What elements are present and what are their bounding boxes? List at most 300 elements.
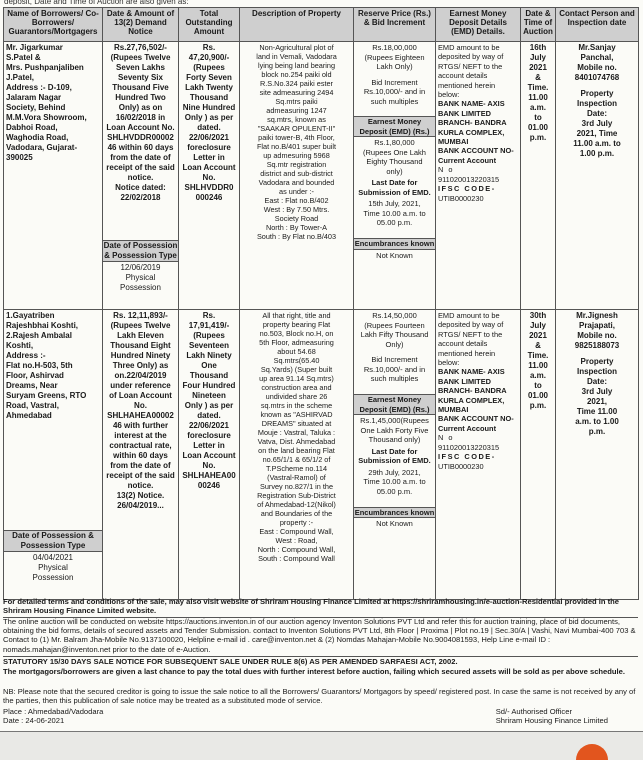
bank-name: BANK NAME- AXIS BANK LIMITED xyxy=(438,99,505,118)
text-line: Thousand Five xyxy=(112,83,169,92)
text-line: of Loan Account xyxy=(109,391,172,400)
text-line: All that right, title and xyxy=(262,311,331,320)
statutory-title: STATUTORY 15/30 DAYS SALE NOTICE FOR SUBSEQUENT SALE UNDER RULE 8(6) AS PER AMENDED SARFAESI ACT, 2002. xyxy=(3,657,458,666)
text-line: One xyxy=(201,361,217,370)
text-line: Thousand xyxy=(189,93,229,102)
text-line: Eighty Thousand xyxy=(366,157,423,166)
text-block xyxy=(6,43,100,163)
text-line: Three Only) as xyxy=(112,361,169,370)
signatory: Sd/- Authorised Officer xyxy=(495,707,572,716)
text-line: block no.254 paiki old xyxy=(261,70,332,79)
text-line: interest at the xyxy=(114,431,167,440)
possession-label: Date of Possession & Possession Type xyxy=(103,241,178,260)
text-line: J.Patel, xyxy=(6,73,35,82)
text-line: 9825188073 xyxy=(574,341,620,350)
text-line: Possession xyxy=(120,283,161,292)
text-line: & xyxy=(535,341,541,350)
text-line: Time 10.00 a.m. to xyxy=(363,208,426,218)
text-line: 22/06/2021 xyxy=(188,421,230,430)
text-line: of Ahmedabad-12(Nikol) xyxy=(257,500,336,509)
text-line: mentioned herein xyxy=(438,348,496,358)
online-auction-note: The online auction will be conducted on website https://auctions.inventon.in of our auction agency Inventon Solutions PVT Ltd and refer this for auction training, place of bid documents, obtaining the bid forms, details of secured assets and Tender Submission. contact to Inventon Solutions PVT Ltd, 8th Floor | Proxima | Plot no.19 | Sec.30/A | Vashi, Navi Mumbai-400 703 & Contact to (1) Mr. Balram Jha-Mobile No.9137100020, Helpline e-mail id . care@inventon.net & (2) Nomdas Mahajan-Mobile No.9004081593, Help Line e-mail ID : nomads.mahajan@inventon.net prior to the date of e-Auction. xyxy=(3,617,638,657)
text-line: foreclosure xyxy=(187,431,231,440)
text-line: account details xyxy=(438,339,488,349)
text-line: Sq.mtr registration xyxy=(266,160,327,169)
contact-cell xyxy=(556,310,639,600)
text-line: East : Flat no.B/402 xyxy=(264,196,329,205)
text-line: (Rupees One Lakh xyxy=(363,147,426,157)
text-line: 26/04/2019... xyxy=(117,501,164,510)
text-block xyxy=(523,43,553,143)
text-line: up admesuring 5968 xyxy=(263,151,330,160)
text-line: 2021 xyxy=(529,63,547,72)
text-line: West : Road, xyxy=(275,536,318,545)
text-line: paiki tower-B, 4th Floor, xyxy=(258,133,335,142)
text-line: Mrs. Pushpanjaliben xyxy=(6,63,84,72)
header-description: Description of Property xyxy=(240,8,354,42)
text-line: Forty Seven xyxy=(186,73,232,82)
text-line: 47,20,900/- xyxy=(188,53,230,62)
text-line: EMD amount to be xyxy=(438,43,500,52)
text-line: Rs.27,76,502/- xyxy=(114,43,167,52)
text-line: July xyxy=(529,321,546,330)
text-line: property bearing Flat xyxy=(262,320,331,329)
text-line: Address :- xyxy=(6,351,46,360)
text-line: Address :- D-109, xyxy=(6,83,72,92)
text-line: Panchal, xyxy=(580,53,614,62)
text-line: p.m. xyxy=(529,133,547,142)
header-borrowers: Name of Borrowers/ Co-Borrowers/ Guarantors/Mortgagers xyxy=(4,8,103,42)
text-line: and Boundaries of the xyxy=(260,509,333,518)
text-line: 2021, Time xyxy=(576,129,618,138)
text-line: Registration Sub-District xyxy=(257,491,336,500)
text-line: 01.00 xyxy=(527,123,549,132)
text-line: undivided share 26 xyxy=(265,392,328,401)
ifsc-code: UTIB0000230 xyxy=(438,193,484,203)
text-block xyxy=(242,311,351,563)
text-line: 11.00 xyxy=(528,93,548,102)
signature-block xyxy=(3,707,638,725)
text-line: Rajeshbhai Koshti, xyxy=(6,321,79,330)
text-block xyxy=(103,42,178,240)
text-line: SHLHVDDR00002 xyxy=(107,133,174,142)
text-line: receipt of the said xyxy=(106,471,175,480)
text-line: district and sub-district xyxy=(260,169,333,178)
ifsc-code: UTIB0000230 xyxy=(438,461,484,471)
demand-cell xyxy=(103,42,179,310)
possession-label: Date of Possession & Possession Type xyxy=(4,530,102,552)
text-line: Time 10.00 a.m. to xyxy=(363,477,426,486)
text-line: No. xyxy=(202,461,216,470)
text-line: Non-Agricultural plot of xyxy=(259,43,334,52)
account: BANK ACCOUNT NO- Current Account xyxy=(438,146,514,165)
text-block xyxy=(181,311,237,491)
reserve-cell xyxy=(354,42,436,310)
date: Date : 24-06-2021 xyxy=(3,716,65,726)
text-line: SHLHAHEA00002 xyxy=(107,411,174,420)
text-line: known as "ASHIRVAD xyxy=(260,410,333,419)
text-line: Survey no.827/1 in the xyxy=(259,482,334,491)
text-line: RTGS/ NEFT to the xyxy=(438,329,503,339)
service-note: NB: Please note that the secured creditor is going to issue the sale notice to all the Borrowers/ Guarantors/ Mortgagors by speed/ registered post. In case the same is not received by any of the parties, then this publication of sale notice may be treated as a substituted mode of service. xyxy=(3,687,636,706)
emd-label: Earnest Money Deposit (EMD) (Rs.) xyxy=(354,116,435,137)
text-line: 22/06/2021 xyxy=(188,133,230,142)
ifsc-label: IFSC CODE- xyxy=(438,452,496,462)
text-line: 13(2) Notice. xyxy=(116,491,165,500)
text-line: mentioned herein xyxy=(438,80,496,90)
text-line: Possession xyxy=(32,573,74,582)
text-line: Bid Increment xyxy=(371,355,418,364)
text-line: (Rupees Eighteen xyxy=(364,52,425,62)
table-row xyxy=(4,42,639,310)
account: BANK ACCOUNT NO- Current Account xyxy=(438,414,514,433)
text-line: RTGS/ NEFT to the xyxy=(438,61,503,71)
text-line: Waghodia Road, xyxy=(6,133,69,142)
outstanding-cell xyxy=(179,310,240,600)
encumbrance-value: Not Known xyxy=(376,519,413,528)
text-block xyxy=(354,415,435,446)
header-outstanding: Total Outstanding Amount xyxy=(179,8,240,42)
text-line: Lakh Ninety xyxy=(186,351,232,360)
text-line: SHLHAHEA00 xyxy=(182,471,236,480)
text-line: property :- xyxy=(279,518,314,527)
text-line: 22/02/2018 xyxy=(120,193,161,202)
text-block xyxy=(4,552,102,584)
auction-date-cell xyxy=(521,310,556,600)
text-line: Hundred Ninety xyxy=(110,351,171,360)
text-line: (Rupees Twelve xyxy=(110,53,171,62)
text-line: Society, Behind xyxy=(6,103,66,112)
description-cell xyxy=(240,42,354,310)
text-line: Mobile no. xyxy=(577,63,617,72)
text-line: on the land bearing Flat xyxy=(258,446,335,455)
emd-details-cell xyxy=(436,42,521,310)
text-line: Time 11.00 xyxy=(576,407,618,416)
text-line: (Rupees xyxy=(193,63,225,72)
reserve-cell xyxy=(354,310,436,600)
text-line: no.65/1/1 & 65/1/2 of xyxy=(262,455,331,464)
text-line: lying being land bearing xyxy=(257,61,336,70)
text-line: foreclosure xyxy=(187,143,231,152)
text-line: site admeasuring 2494 xyxy=(259,88,334,97)
branch: BRANCH- BANDRA KURLA COMPLEX, MUMBAI xyxy=(438,118,507,147)
text-line: Nineteen xyxy=(192,391,226,400)
text-line: 17,91,419/- xyxy=(188,321,230,330)
text-line: Loan Account No. xyxy=(106,123,175,132)
ifsc-label: IFSC CODE- xyxy=(438,184,496,194)
text-line: Sq.mtrs(65.40 xyxy=(273,356,320,365)
text-line: 1.00 p.m. xyxy=(579,149,615,158)
text-line: No. xyxy=(202,173,216,182)
text-line: Flat no.B/401 super built xyxy=(256,142,337,151)
text-line: Loan Account xyxy=(182,451,236,460)
text-line: Rs.1,80,000 xyxy=(374,138,415,147)
text-line: Time. xyxy=(527,351,549,360)
text-line: Notice dated: xyxy=(115,183,166,192)
text-line: such multiples xyxy=(370,96,419,106)
text-line: 46 with further xyxy=(112,421,169,430)
text-line: 04/04/2021 xyxy=(32,553,74,562)
text-line: Only ) as per xyxy=(184,113,234,122)
text-line: notice. xyxy=(127,481,154,490)
text-line: 15th July, 2021, xyxy=(368,199,421,208)
text-line: within 60 days xyxy=(113,451,168,460)
demand-cell xyxy=(103,310,179,600)
header-row xyxy=(4,8,639,42)
last-date-label: Last Date for Submission of EMD. xyxy=(358,446,431,465)
bottom-strip xyxy=(0,732,643,760)
account-number: 911020013220315 xyxy=(438,174,500,184)
company-name: Shriram Housing Finance Limited xyxy=(495,716,608,726)
text-line: 05.00 p.m. xyxy=(376,218,413,227)
text-line: Seven Lakhs xyxy=(116,63,165,72)
text-line: Vadodara, Gujarat- xyxy=(6,143,78,152)
text-line: as under :- xyxy=(279,187,314,196)
text-line: Nine Hundred xyxy=(182,103,236,112)
text-line: Sq.mtrs paiki xyxy=(275,97,318,106)
text-line: Inspection xyxy=(576,99,617,108)
text-line: R.S.No.324 paiki ester xyxy=(259,79,333,88)
text-line: 3rd July xyxy=(581,119,613,128)
text-line: below: xyxy=(438,90,460,100)
text-line: Letter in xyxy=(193,153,225,162)
text-line: Seventy Six xyxy=(118,73,163,82)
text-line: p.m. xyxy=(588,427,606,436)
text-line: Rs.10,000/- and in xyxy=(363,364,426,374)
text-line: Inspection xyxy=(576,367,617,376)
text-line: Rs. 12,11,893/- xyxy=(113,311,168,320)
text-line: 12/06/2019 xyxy=(120,263,161,272)
text-block xyxy=(105,311,176,511)
auction-table xyxy=(3,7,639,600)
text-line: 05.00 p.m. xyxy=(376,486,413,496)
text-line: Rs. xyxy=(202,311,216,320)
outstanding-cell xyxy=(179,42,240,310)
text-line: from the date of xyxy=(110,461,171,470)
text-line: 11.00 a.m. to xyxy=(573,139,621,148)
text-line: sq.mtrs, known as xyxy=(267,115,326,124)
account-number: 911020013220315 xyxy=(438,442,500,452)
text-line: admeasuring 1247 xyxy=(266,106,327,115)
text-block xyxy=(4,310,102,530)
text-line: Mr. Jigarkumar xyxy=(6,43,63,52)
encumbrance-label: Encumbrances known xyxy=(354,239,435,248)
text-line: a.m. to 1.00 xyxy=(575,417,619,426)
text-line: Loan Account xyxy=(182,163,236,172)
text-line: dated. xyxy=(197,123,221,132)
text-line: to xyxy=(534,381,542,390)
text-line: DREAMS" situated at xyxy=(261,419,332,428)
text-line: Letter in xyxy=(193,441,225,450)
text-line: 29th July, 2021, xyxy=(368,467,421,477)
text-line: 2021 xyxy=(529,331,547,340)
text-line: M.M.Vora Showroom, xyxy=(6,113,87,122)
text-line: Only ) as per xyxy=(184,401,234,410)
text-line: a.m. xyxy=(529,103,546,112)
text-line: no.503, Block no.H, on xyxy=(259,329,334,338)
text-line: sq.mtrs in the scheme xyxy=(260,401,333,410)
last-date-label: Last Date for Submission of EMD. xyxy=(358,178,431,197)
terms-note: For detailed terms and conditions of the sale, may also visit website of Shriram Housing Finance Limited at https://shriramhousing.in/e-auction-Residential provided in the Shriram Housing Finance Limited website. xyxy=(3,597,638,618)
text-line: EMD amount to be xyxy=(438,311,500,320)
text-line: Flat no.H-503, 5th xyxy=(6,361,73,370)
text-line: Koshti, xyxy=(6,341,34,350)
text-block xyxy=(438,43,518,99)
text-line: Mobile no. xyxy=(577,331,617,340)
text-line: Physical xyxy=(125,273,156,282)
text-line: dated. xyxy=(197,411,221,420)
emd-details-cell xyxy=(436,310,521,600)
text-line: Mr.Jignesh xyxy=(576,311,618,320)
text-line: Thousand only) xyxy=(368,435,421,444)
text-line: to xyxy=(534,113,542,122)
text-line: Physical xyxy=(38,563,68,572)
text-line: receipt of the said xyxy=(106,163,175,172)
text-line: Ahmedabad xyxy=(6,411,52,420)
text-line: p.m. xyxy=(529,401,547,410)
text-line: account details xyxy=(438,71,488,81)
borrower-cell xyxy=(4,310,103,600)
contact-cell xyxy=(556,42,639,310)
text-line: (Rupees Twelve xyxy=(110,321,171,330)
text-line: (Rupees Fourteen xyxy=(364,320,425,330)
text-line: construction area and xyxy=(261,383,332,392)
text-line: Thousand xyxy=(189,371,229,380)
text-line: Road, Vastral, xyxy=(6,401,59,410)
text-line: Lakh Fifty Thousand xyxy=(360,330,429,339)
text-line: North : By Tower-A xyxy=(265,223,328,232)
text-line: only) xyxy=(386,166,403,176)
text-line: contractual rate, xyxy=(109,441,172,450)
text-line: Prajapati, xyxy=(578,321,615,330)
text-line: West : By 7.50 Mtrs. xyxy=(263,205,330,214)
text-line: (Rupees xyxy=(193,331,225,340)
place: Place : Ahmedabad/Vadodara xyxy=(3,707,104,716)
text-block xyxy=(354,42,435,116)
text-line: Hundred Two xyxy=(115,93,166,102)
text-line: Dreams, Near xyxy=(6,381,58,390)
text-line: (Vastral-Ramol) of xyxy=(267,473,326,482)
text-line: T.PScheme no.114 xyxy=(265,464,328,473)
text-line: No. xyxy=(134,401,147,410)
header-reserve: Reserve Price (Rs.) & Bid Increment xyxy=(354,8,436,42)
text-line: 390025 xyxy=(6,153,33,162)
text-line: Society Road xyxy=(274,214,319,223)
text-line: South : Compound Wall xyxy=(258,554,335,563)
auction-date-cell xyxy=(521,42,556,310)
text-line: Rs.14,50,000 xyxy=(372,311,417,320)
text-line: 01.00 xyxy=(527,391,549,400)
text-line: 3rd July xyxy=(581,387,613,396)
text-line: 00246 xyxy=(197,481,221,490)
encumbrance-value: Not Known xyxy=(376,250,413,260)
text-line: SHLHVDDR0 xyxy=(184,183,234,192)
text-line: Time. xyxy=(527,83,549,92)
text-line: & xyxy=(535,73,541,82)
text-line: "SAAKAR OPULENT-II" xyxy=(257,124,336,133)
text-line: about 54.68 xyxy=(277,347,316,356)
text-line: Date: xyxy=(586,377,607,386)
description-cell xyxy=(240,310,354,600)
text-line: Sq.Yards) (Super built xyxy=(260,365,333,374)
text-line: 16th xyxy=(529,43,547,52)
table-row xyxy=(4,310,639,600)
text-line: 16/02/2018 in xyxy=(115,113,166,122)
text-line: Bid Increment xyxy=(371,77,418,87)
text-block xyxy=(242,43,351,241)
text-line: Only) as on xyxy=(118,103,163,112)
borrower-cell xyxy=(4,42,103,310)
account-no-label: N o xyxy=(438,433,455,443)
top-fragment: deposit, Date and Time of Auction are also given as: xyxy=(4,0,189,5)
text-line: 46 within 60 days xyxy=(107,143,174,152)
text-line: 2021, xyxy=(586,397,608,406)
text-line: Dabhoi Road, xyxy=(6,123,58,132)
text-block xyxy=(558,43,636,159)
text-line: S.Patel & xyxy=(6,53,41,62)
text-line: 30th xyxy=(529,311,547,320)
text-line: Rs.18,00,000 xyxy=(372,43,417,52)
text-line: Jalaram Nagar xyxy=(6,93,62,102)
text-line: up area 91.14 Sq.mtrs) xyxy=(259,374,334,383)
text-line: deposited by way of xyxy=(438,52,504,62)
text-line: Lakh Eleven xyxy=(117,331,164,340)
text-line: 5th Floor, admeasuring xyxy=(259,338,334,347)
text-block xyxy=(523,311,553,411)
text-block xyxy=(354,137,435,177)
text-line: South : By Flat no.B/403 xyxy=(256,232,337,241)
text-line: July xyxy=(529,53,546,62)
text-line: Vadodara and bounded xyxy=(258,178,335,187)
text-line: Rs.1,45,000(Rupees xyxy=(360,416,429,425)
text-line: Mouje : Vastral, Taluka : xyxy=(257,428,336,437)
statutory-body: The mortgagors/borrowers are given a last chance to pay the total dues with further interest before auction, failing which secured assets will be sold as per above schedule. xyxy=(3,667,626,676)
text-line: from the date of xyxy=(110,153,171,162)
text-line: Rs. xyxy=(202,43,216,52)
text-block xyxy=(354,310,435,394)
text-line: Seventeen xyxy=(188,341,230,350)
header-date-time: Date & Time of Auction xyxy=(521,8,556,42)
text-line: such multiples xyxy=(370,374,419,383)
header-demand: Date & Amount of 13(2) Demand Notice xyxy=(103,8,179,42)
text-line: Floor, Ashirvad xyxy=(6,371,64,380)
text-line: 8401074768 xyxy=(574,73,620,82)
text-line: 2.Rajesh Ambalal xyxy=(6,331,72,340)
text-line: deposited by way of xyxy=(438,320,504,330)
text-line: Four Hundred xyxy=(182,381,236,390)
text-line: 1.Gayatriben xyxy=(6,311,55,320)
text-line: land in Vemali, Vadodara xyxy=(256,52,337,61)
header-emd-details: Earnest Money Deposit Details (EMD) Details. xyxy=(436,8,521,42)
text-block xyxy=(103,262,178,294)
text-line: Only) xyxy=(385,339,404,349)
text-line: Suryam Greens, RTO xyxy=(6,391,87,400)
text-line: Date: xyxy=(586,109,607,118)
text-line: Vatva, Dist. Ahmedabad xyxy=(257,437,336,446)
text-line: a.m. xyxy=(529,371,546,380)
text-line: below: xyxy=(438,358,460,368)
text-block xyxy=(181,43,237,203)
text-block xyxy=(354,198,435,238)
text-block xyxy=(558,311,636,437)
account-no-label: N o xyxy=(438,165,455,175)
text-block xyxy=(438,311,518,367)
bank-name: BANK NAME- AXIS BANK LIMITED xyxy=(438,367,505,386)
text-line: North : Compound Wall, xyxy=(257,545,336,554)
text-line: Lakh Twenty xyxy=(185,83,233,92)
text-line: Mr.Sanjay xyxy=(578,43,616,52)
branch: BRANCH- BANDRA KURLA COMPLEX, MUMBAI xyxy=(438,386,507,415)
